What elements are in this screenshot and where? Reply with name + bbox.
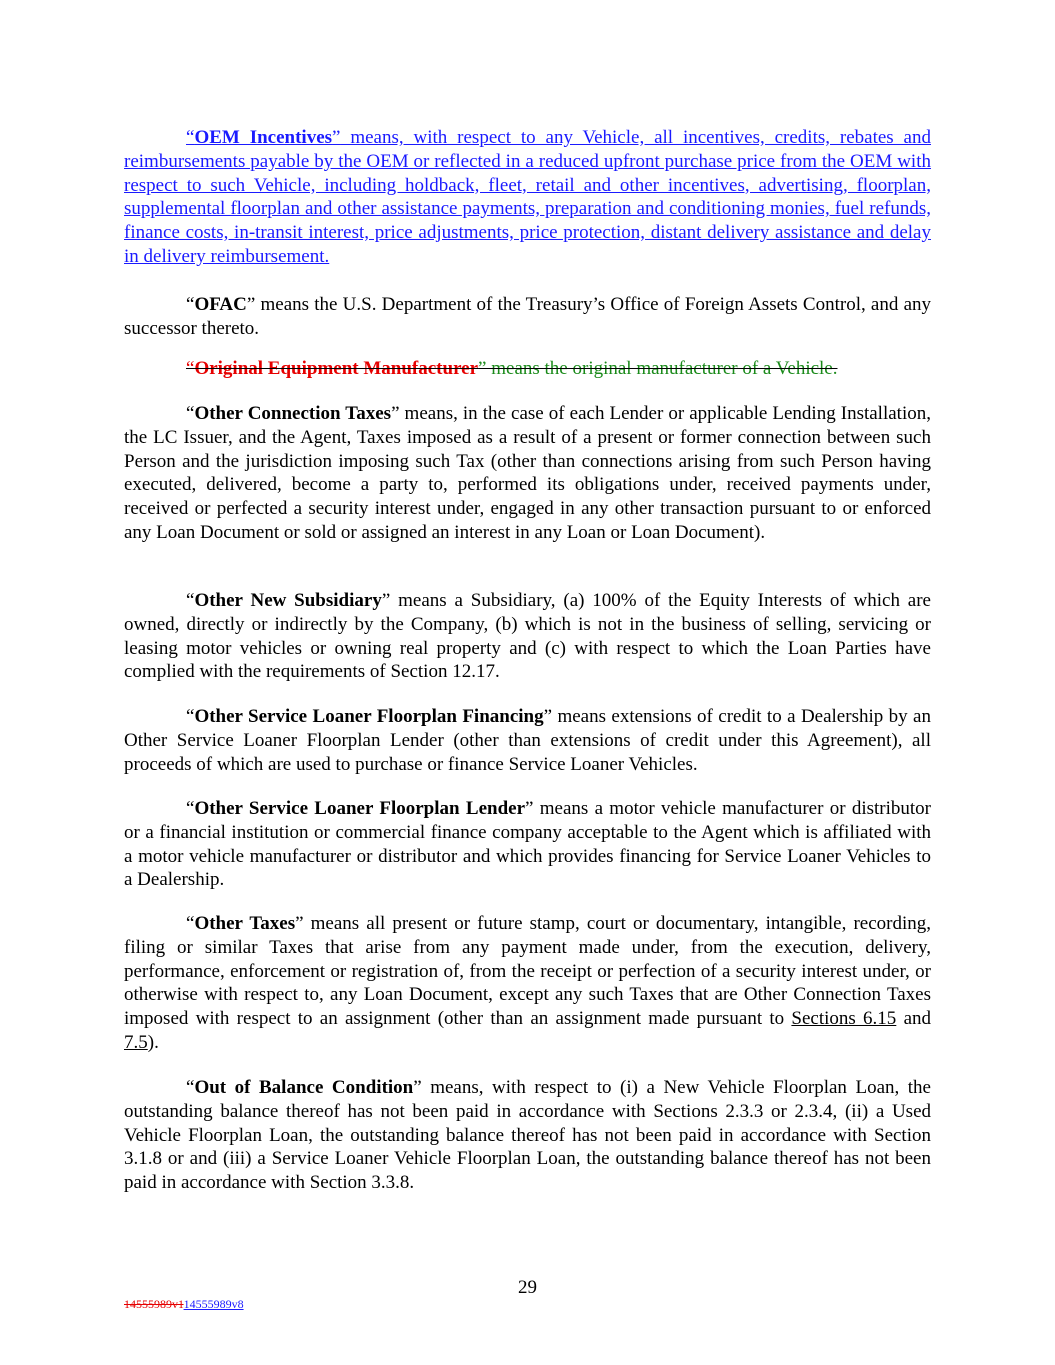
definition-text: means all present or future stamp, court or documentary, intangible, recording, filing or similar Taxes that arise from any payment made under, from the execution, delivery, performance, enforcement or registration of, from the receipt or perfection of a security interest under, or otherwise with respect to, any Loan Document, except any such Taxes that are Other Connection Taxes imposed with respect to an assignment (other than an assignment made pursuant to bbox=[124, 913, 931, 1030]
defined-term: OFAC bbox=[194, 294, 247, 315]
section-reference-7-5: 7.5 bbox=[124, 1031, 148, 1053]
definition-other-service-loaner-floorplan-lender bbox=[124, 797, 931, 892]
open-quote: “ bbox=[186, 358, 195, 379]
definition-text: means the original manufacturer of a Vehicle. bbox=[486, 358, 838, 379]
defined-term: Other Service Loaner Floorplan Lender bbox=[194, 798, 525, 819]
definition-text: means, with respect to (i) a New Vehicle Floorplan Loan, the outstanding balance thereof has not been paid in accordance with Sections 2.3.3 or 2.3.4, (ii) a Used Vehicle Floorplan Loan, the outstanding balance thereof has not been paid in accordance with Section 3.1.8 or and (iii) a Service Loaner Vehicle Floorplan Loan, the outstanding balance thereof has not been paid in accordance with Section 3.3.8. bbox=[124, 1077, 931, 1194]
close-quote: ” bbox=[295, 913, 304, 934]
document-id-old: 14555989v1 bbox=[124, 1297, 184, 1311]
definition-text: means a Subsidiary, (a) 100% of the Equity Interests of which are owned, directly or indirectly by the Company, (b) which is not in the business of selling, servicing or leasing motor vehicles or owning real property and (c) with respect to which the Loan Parties have complied with the requirements of Section 12.17. bbox=[124, 590, 931, 683]
definition-oem-incentives bbox=[124, 126, 931, 269]
document-id bbox=[124, 1297, 244, 1311]
close-quote: ” bbox=[525, 798, 534, 819]
close-quote: ” bbox=[332, 127, 341, 148]
definition-text: means extensions of credit to a Dealership by an Other Service Loaner Floorplan Lender (other than extensions of credit under this Agreement), all proceeds of which are used to purchase or finance Service Loaner Vehicles. bbox=[124, 706, 931, 775]
definition-text: means, with respect to any Vehicle, all incentives, credits, rebates and reimbursements payable by the OEM or reflected in a reduced upfront purchase price from the OEM with respect to such Vehicle, including holdback, fleet, retail and other incentives, advertising, floorplan, supplemental floorplan and other assistance payments, preparation and conditioning monies, fuel refunds, finance costs, in-transit interest, price adjustments, price protection, distant delivery assistance and delay in delivery reimbursement. bbox=[124, 127, 931, 267]
defined-term: Original Equipment Manufacturer bbox=[194, 358, 479, 379]
section-reference-6-15: Sections 6.15 bbox=[791, 1008, 897, 1030]
defined-term: Other Taxes bbox=[194, 913, 296, 934]
definition-other-connection-taxes bbox=[124, 402, 931, 545]
page-number: 29 bbox=[518, 1277, 537, 1298]
open-quote: “ bbox=[186, 798, 195, 819]
definition-text-joiner: and bbox=[896, 1008, 932, 1030]
definition-text: means the U.S. Department of the Treasury’s Office of Foreign Assets Control, and any successor thereto. bbox=[124, 294, 931, 339]
open-quote: “ bbox=[186, 913, 195, 934]
definition-other-new-subsidiary bbox=[124, 589, 931, 684]
close-quote: ” bbox=[391, 403, 400, 424]
close-quote: ” bbox=[246, 294, 256, 315]
defined-term: Other New Subsidiary bbox=[194, 590, 382, 611]
open-quote: “ bbox=[186, 706, 195, 727]
open-quote: “ bbox=[186, 294, 195, 315]
open-quote: “ bbox=[186, 1077, 195, 1098]
open-quote: “ bbox=[186, 127, 195, 148]
defined-term: OEM Incentives bbox=[194, 127, 333, 148]
close-quote: ” bbox=[413, 1077, 422, 1098]
defined-term: Other Connection Taxes bbox=[194, 403, 392, 424]
document-id-new: 14555989v8 bbox=[183, 1297, 244, 1311]
definition-text-end: ). bbox=[147, 1031, 159, 1053]
open-quote: “ bbox=[186, 403, 195, 424]
defined-term: Out of Balance Condition bbox=[194, 1077, 414, 1098]
close-quote: ” bbox=[478, 358, 487, 379]
definition-text: means a motor vehicle manufacturer or distributor or a financial institution or commercial finance company acceptable to the Agent which is affiliated with a motor vehicle manufacturer or distributor and which provides financing for Service Loaner Vehicles to a Dealership. bbox=[124, 798, 931, 891]
open-quote: “ bbox=[186, 590, 195, 611]
close-quote: ” bbox=[381, 590, 391, 611]
definition-other-taxes bbox=[124, 912, 931, 1055]
definition-text: means, in the case of each Lender or applicable Lending Installation, the LC Issuer, and the Agent, Taxes imposed as a result of a present or former connection between such Person and the jurisdiction imposing such Tax (other than connections arising from such Person having executed, delivered, become a party to, performed its obligations under, received payments under, received or perfected a security interest under, engaged in any other transaction pursuant to or enforced any Loan Document or sold or assigned an interest in any Loan or Loan Document). bbox=[124, 403, 931, 543]
close-quote: ” bbox=[543, 706, 553, 727]
definition-other-service-loaner-floorplan-financing bbox=[124, 705, 931, 776]
defined-term: Other Service Loaner Floorplan Financing bbox=[194, 706, 544, 727]
definition-ofac bbox=[124, 293, 931, 341]
definition-oem-deleted bbox=[124, 357, 931, 381]
definition-out-of-balance-condition bbox=[124, 1076, 931, 1195]
